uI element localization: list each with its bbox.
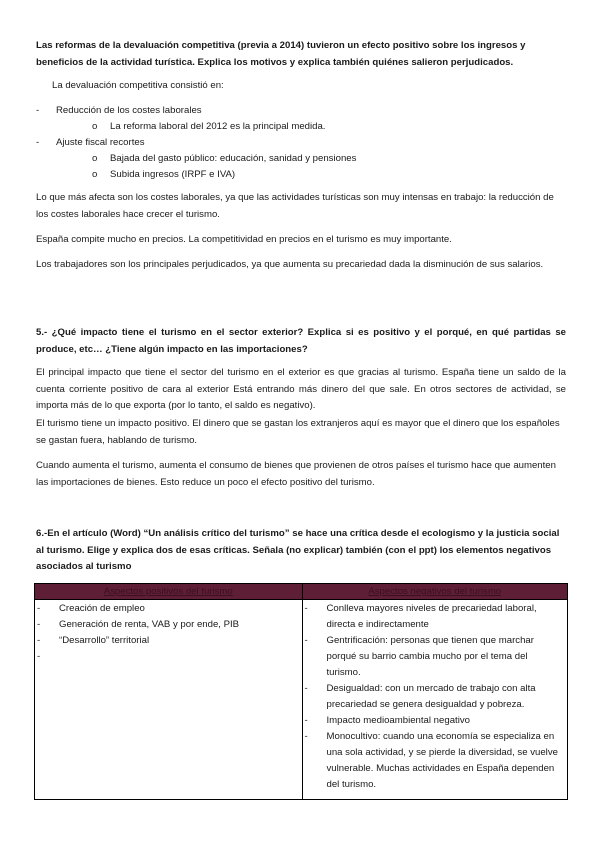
subitem-text: Subida ingresos (IRPF e IVA) — [110, 169, 236, 180]
paragraph: España compite mucho en precios. La competitividad en precios en el turismo es muy importante. — [36, 234, 452, 245]
subitem-text: La reforma laboral del 2012 es la principal medida. — [110, 121, 326, 132]
dash-marker: - — [304, 603, 308, 614]
aspects-table — [34, 583, 568, 800]
paragraph: Cuando aumenta el turismo, aumenta el consumo de bienes que provienen de otros países el turismo hace que aumenten las importaciones de bienes. Esto reduce un poco el efecto positivo del turismo. — [36, 460, 556, 488]
list-item — [37, 633, 296, 649]
sub-marker: o — [92, 169, 98, 180]
bullet-text: Ajuste fiscal recortes — [56, 137, 145, 148]
bullet-text: Reducción de los costes laborales — [56, 105, 202, 116]
list-item — [37, 601, 296, 617]
intro-text: La devaluación competitiva consistió en: — [52, 80, 224, 91]
dash-marker: - — [304, 683, 308, 694]
item-text: Creación de empleo — [59, 603, 145, 614]
sub-marker: o — [92, 153, 98, 164]
list-item — [305, 713, 562, 729]
item-text: Desigualdad: con un mercado de trabajo con alta precariedad se genera desigualdad y pobreza. — [326, 683, 536, 710]
item-text: Conlleva mayores niveles de precariedad laboral, directa e indirectamente — [326, 603, 537, 630]
list-item — [37, 617, 296, 633]
dash-marker: - — [37, 603, 41, 614]
positive-list — [37, 601, 296, 665]
list-item — [305, 601, 562, 633]
sub-marker: o — [92, 121, 98, 132]
negative-list — [305, 601, 562, 793]
question-6-text: 6.-En el artículo (Word) “Un análisis crítico del turismo” se hace una crítica desde el ecologismo y la justicia social al turismo. Elige y explica dos de esas críticas. Señala (no explicar) también (con el ppt) los elementos negativos asociados al turismo — [36, 528, 560, 572]
dash-marker: - — [304, 715, 308, 726]
dash-marker: - — [37, 635, 41, 646]
item-text: Generación de renta, VAB y por ende, PIB — [59, 619, 240, 630]
dash-marker: - — [37, 619, 41, 630]
paragraph: Lo que más afecta son los costes laborales, ya que las actividades turísticas son muy intensas en trabajo: la reducción de los costes laborales hace crecer el turismo. — [36, 192, 554, 220]
paragraph: Los trabajadores son los principales perjudicados, ya que aumenta su precariedad dada la disminución de sus salarios. — [36, 259, 544, 270]
positive-header: Aspectos positivos del turismo — [35, 584, 303, 600]
dash-marker: - — [36, 105, 40, 116]
negative-header: Aspectos negativos del turismo — [302, 584, 568, 600]
dash-marker: - — [36, 137, 40, 148]
question-5-text: 5.- ¿Qué impacto tiene el turismo en el sector exterior? Explica si es positivo y el porqué, en qué partidas se produce, etc… ¿Tiene algún impacto en las importaciones? — [36, 327, 566, 355]
list-item — [305, 633, 562, 681]
negative-cell — [302, 600, 568, 800]
dash-marker: - — [304, 731, 308, 742]
list-item — [305, 681, 562, 713]
positive-cell — [35, 600, 303, 800]
dash-marker: - — [37, 651, 41, 662]
paragraph: El turismo tiene un impacto positivo. El dinero que se gastan los extranjeros aquí es mayor que el dinero que los españoles se gastan fuera, hablando de turismo. — [36, 418, 560, 446]
list-item — [37, 649, 296, 665]
list-item — [305, 729, 562, 793]
paragraph: El principal impacto que tiene el sector del turismo en el exterior es que gracias al turismo. España tiene un saldo de la cuenta corriente positivo de cara al exterior Está entrando más dinero del que sale. En otros sectores de actividad, se importa más de lo que exporta (por lo tanto, el saldo es negativo). — [36, 367, 566, 411]
subitem-text: Bajada del gasto público: educación, sanidad y pensiones — [110, 153, 357, 164]
item-text: Gentrificación: personas que tienen que marchar porqué su barrio cambia mucho por el tema del turismo. — [326, 635, 534, 678]
question-4-text: Las reformas de la devaluación competitiva (previa a 2014) tuvieron un efecto positivo sobre los ingresos y beneficios de la actividad turística. Explica los motivos y explica también quiénes salieron perjudicados. — [36, 40, 526, 68]
dash-marker: - — [304, 635, 308, 646]
item-text: “Desarrollo” territorial — [59, 635, 150, 646]
item-text: Impacto medioambiental negativo — [326, 715, 470, 726]
item-text: Monocultivo: cuando una economía se especializa en una sola actividad, y se pierde la diversidad, se vuelve vulnerable. Muchas actividades en España dependen del turismo. — [326, 731, 558, 790]
